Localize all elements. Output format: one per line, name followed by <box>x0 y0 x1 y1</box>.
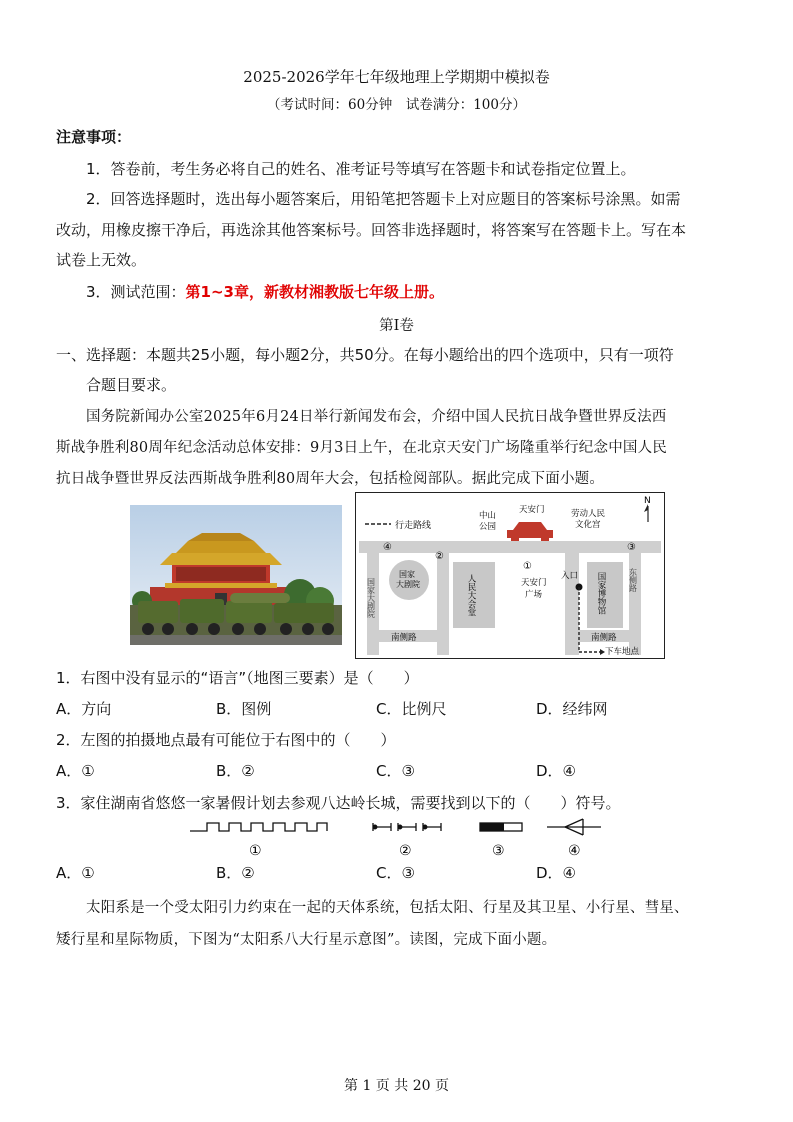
question-1-stem: 1．右图中没有显示的“语言”（地图三要素）是（ ） <box>56 669 419 687</box>
page-footer: 第 1 页 共 20 页 <box>344 1078 449 1094</box>
railway-symbol-icon <box>480 823 522 831</box>
great-wall-symbol-icon <box>190 823 327 831</box>
q2-option-c[interactable]: C．③ <box>376 762 415 780</box>
passage-1-line-1: 国务院新闻办公室2025年6月24日举行新闻发布会，介绍中国人民抗日战争暨世界反法西 <box>86 409 667 425</box>
svg-text:中山: 中山 <box>479 511 497 521</box>
q3-option-b[interactable]: B．② <box>216 864 255 882</box>
svg-text:③: ③ <box>627 542 636 553</box>
notice-item-3 <box>86 281 444 302</box>
svg-text:④: ④ <box>383 542 392 553</box>
passage-1-line-3: 抗日战争暨世界反法西斯战争胜利80周年大会，包括检阅部队。据此完成下面小题。 <box>56 471 605 487</box>
tiananmen-parade-photo <box>130 505 342 645</box>
section-1-line-2: 合题目要求。 <box>86 376 177 394</box>
notice-item-3-scope: 第1~3章，新教材湘教版七年级上册。 <box>185 283 444 301</box>
notice-item-3-prefix: 3．测试范围： <box>86 283 186 301</box>
q3-option-a[interactable]: A．① <box>56 864 95 882</box>
notice-item-2-line-2: 改动，用橡皮擦干净后，再选涂其他答案标号。回答非选择题时，将答案写在答题卡上。写在本 <box>56 221 687 239</box>
svg-text:②: ② <box>435 551 444 562</box>
notice-heading: 注意事项： <box>56 128 132 146</box>
q1-option-c[interactable]: C．比例尺 <box>376 700 447 718</box>
svg-text:国家博物馆: 国家博物馆 <box>596 572 606 615</box>
question-2-stem: 2．左图的拍摄地点最有可能位于右图中的（ ） <box>56 731 396 749</box>
airport-symbol-icon <box>547 819 601 835</box>
svg-text:南侧路: 南侧路 <box>391 633 417 643</box>
svg-text:国家大剧院: 国家大剧院 <box>366 578 376 618</box>
svg-text:③: ③ <box>492 843 505 859</box>
svg-text:下车地点: 下车地点 <box>605 647 640 657</box>
svg-text:①: ① <box>249 843 262 859</box>
passage-1-line-2: 斯战争胜利80周年纪念活动总体安排：9月3日上午，在北京天安门广场隆重举行纪念中国人民 <box>56 440 667 456</box>
question-3-stem: 3．家住湖南省悠悠一家暑假计划去参观八达岭长城，需要找到以下的（ ）符号。 <box>56 794 621 812</box>
q2-option-b[interactable]: B．② <box>216 762 255 780</box>
tiananmen-square-map <box>355 492 665 659</box>
exam-info: （考试时间：60分钟 试卷满分：100分） <box>267 97 526 113</box>
svg-text:广场: 广场 <box>525 590 543 600</box>
svg-text:文化宫: 文化宫 <box>575 520 601 530</box>
volume-label: 第Ⅰ卷 <box>379 318 414 334</box>
svg-text:南侧路: 南侧路 <box>591 633 617 643</box>
map-symbols-figure <box>185 815 605 860</box>
notice-item-2-line-1: 2．回答选择题时，选出每小题答案后，用铅笔把答题卡上对应题目的答案标号涂黑。如需 <box>86 190 681 208</box>
notice-item-2-line-3: 试卷上无效。 <box>56 251 147 269</box>
svg-text:人民大会堂: 人民大会堂 <box>466 574 476 617</box>
q2-option-d[interactable]: D．④ <box>536 762 576 780</box>
q1-option-d[interactable]: D．经纬网 <box>536 700 608 718</box>
svg-text:天安门: 天安门 <box>519 505 545 515</box>
svg-text:入口: 入口 <box>561 571 579 581</box>
q3-option-c[interactable]: C．③ <box>376 864 415 882</box>
svg-text:东侧路: 东侧路 <box>628 568 638 592</box>
page-title: 2025-2026学年七年级地理上学期期中模拟卷 <box>243 68 550 86</box>
notice-item-1: 1．答卷前，考生务必将自己的姓名、准考证号等填写在答题卡和试卷指定位置上。 <box>86 160 636 178</box>
q1-option-a[interactable]: A．方向 <box>56 700 112 718</box>
boundary-symbol-icon <box>373 823 441 831</box>
section-1-line-1: 一、选择题：本题共25小题，每小题2分，共50分。在每小题给出的四个选项中，只有一项符 <box>56 346 674 364</box>
svg-text:大剧院: 大剧院 <box>396 580 420 589</box>
q1-option-b[interactable]: B．图例 <box>216 700 272 718</box>
passage-2-line-1: 太阳系是一个受太阳引力约束在一起的天体系统，包括太阳、行星及其卫星、小行星、彗星、 <box>86 900 689 916</box>
svg-text:公园: 公园 <box>479 522 497 532</box>
passage-2-line-2: 矮行星和星际物质，下图为“太阳系八大行星示意图”。读图，完成下面小题。 <box>56 932 557 948</box>
svg-text:①: ① <box>523 561 532 572</box>
q3-option-d[interactable]: D．④ <box>536 864 576 882</box>
svg-text:N: N <box>644 496 651 506</box>
svg-text:国家: 国家 <box>399 570 415 579</box>
q2-option-a[interactable]: A．① <box>56 762 95 780</box>
legend-route-label: 行走路线 <box>395 521 432 531</box>
svg-text:④: ④ <box>568 843 581 859</box>
svg-text:劳动人民: 劳动人民 <box>571 509 606 519</box>
svg-text:②: ② <box>399 843 412 859</box>
svg-text:天安门: 天安门 <box>521 578 547 588</box>
